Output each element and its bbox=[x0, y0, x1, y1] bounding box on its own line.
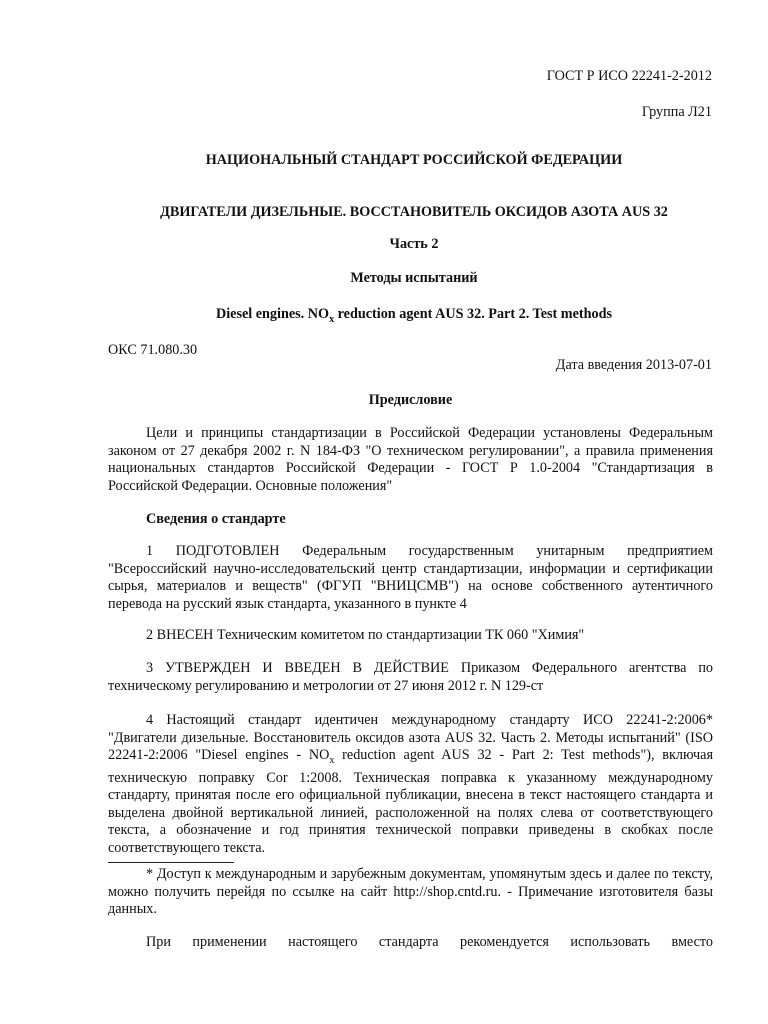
english-title bbox=[80, 306, 748, 329]
national-standard-title: НАЦИОНАЛЬНЫЙ СТАНДАРТ РОССИЙСКОЙ ФЕДЕРАЦИИ bbox=[205, 152, 623, 168]
foreword-paragraph: Цели и принципы стандартизации в Российской Федерации установлены Федеральным законом от 27 декабря 2002 г. N 184-ФЗ "О техническом регулировании", а правила применения национальных стандартов Российской Федерации - ГОСТ Р 1.0-2004 "Стандартизация в Российской Федерации. Основные положения" bbox=[108, 425, 713, 494]
info-item-4-subscript: x bbox=[329, 755, 335, 766]
info-item-1: 1 ПОДГОТОВЛЕН Федеральным государственным унитарным предприятием "Всероссийский научно-исследовательский центр стандартизации, информации и сертификации сырья, материалов и веществ" (ФГУП "ВНИЦСМВ") на основе собственного аутентичного перевода на русский язык стандарта, указанного в пункте 4 bbox=[108, 543, 713, 612]
info-item-4-part1: 4 Настоящий стандарт идентичен международному стандарту ИСО 22241-2:2006* "Двигатели дизельные. Восстановитель оксидов азота AUS 32. Часть 2. Методы испытаний" (ISO 22241-2:2006 "Diesel engines - NO bbox=[108, 712, 713, 763]
group-label: Группа Л21 bbox=[641, 104, 712, 120]
standard-info-heading: Сведения о стандарте bbox=[146, 511, 286, 527]
footnote-divider bbox=[108, 862, 234, 863]
info-item-2: 2 ВНЕСЕН Техническим комитетом по стандартизации ТК 060 "Химия" bbox=[146, 627, 585, 643]
info-item-4 bbox=[108, 712, 713, 857]
subtitle: Методы испытаний bbox=[350, 270, 478, 286]
english-title-part2: reduction agent AUS 32. Part 2. Test methods bbox=[334, 306, 613, 322]
info-item-4-part2: reduction agent AUS 32 - Part 2: Test methods"), включая техническую поправку Cor 1:2008. Техническая поправка к указанному международному стандарту, принятая после его официальной публикации, внесена в текст настоящего стандарта и выделена двойной вертикальной линией, расположенной на полях слева от соответствующего текста, а обозначение и год принятия технической поправки приведены в скобках после соответствующего текста. bbox=[108, 747, 713, 856]
oks-code: ОКС 71.080.30 bbox=[108, 342, 198, 358]
english-title-part1: Diesel engines. NO bbox=[215, 306, 330, 322]
part-title: Часть 2 bbox=[389, 236, 439, 252]
continuation-line: При применении настоящего стандарта рекомендуется использовать вместо bbox=[146, 934, 713, 950]
introduction-date: Дата введения 2013-07-01 bbox=[555, 357, 712, 373]
footnote-text: * Доступ к международным и зарубежным документам, упомянутым здесь и далее по тексту, можно получить перейдя по ссылке на сайт http://shop.cntd.ru. - Примечание изготовителя базы данных. bbox=[108, 866, 713, 917]
main-title: ДВИГАТЕЛИ ДИЗЕЛЬНЫЕ. ВОССТАНОВИТЕЛЬ ОКСИДОВ АЗОТА AUS 32 bbox=[160, 204, 668, 220]
gost-number: ГОСТ Р ИСО 22241-2-2012 bbox=[546, 68, 712, 84]
info-item-3: 3 УТВЕРЖДЕН И ВВЕДЕН В ДЕЙСТВИЕ Приказом Федерального агентства по техническому регулированию и метрологии от 27 июня 2012 г. N 129-ст bbox=[108, 660, 713, 694]
foreword-heading: Предисловие bbox=[368, 392, 453, 408]
english-title-subscript: x bbox=[329, 314, 335, 325]
